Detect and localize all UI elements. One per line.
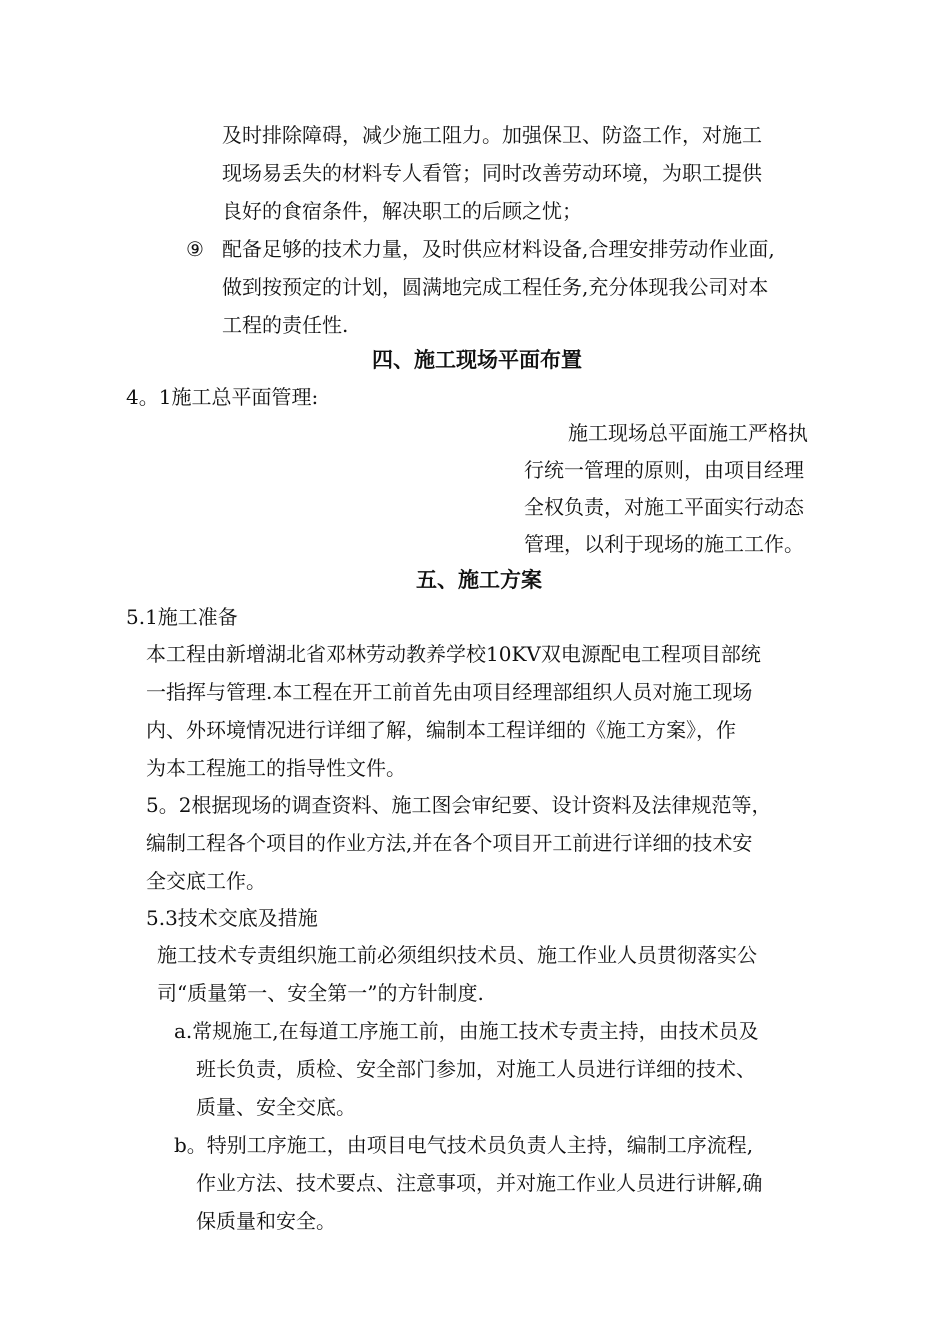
text-line: 全交底工作。 (146, 869, 266, 893)
text-line: 施工技术专责组织施工前必须组织技术员、施工作业人员贯彻落实公 (157, 943, 757, 967)
text-line: 配备足够的技术力量，及时供应材料设备,合理安排劳动作业面, (222, 237, 775, 261)
text-line: 本工程由新增湖北省邓林劳动教养学校10KV双电源配电工程项目部统 (146, 642, 761, 666)
section-heading: 五、施工方案 (416, 568, 542, 592)
text-line: 5。2根据现场的调查资料、施工图会审纪要、设计资料及法律规范等， (146, 793, 772, 817)
text-line: 内、外环境情况进行详细了解，编制本工程详细的《施工方案》，作 (146, 718, 736, 742)
text-line: 保质量和安全。 (196, 1209, 336, 1233)
text-line: 良好的食宿条件，解决职工的后顾之忧； (222, 199, 582, 223)
text-line: 为本工程施工的指导性文件。 (146, 756, 406, 780)
text-line: 施工现场总平面施工严格执 (568, 421, 808, 445)
text-line: 及时排除障碍，减少施工阻力。加强保卫、防盗工作，对施工 (222, 123, 762, 147)
section-heading: 四、施工现场平面布置 (372, 348, 582, 372)
text-line: 质量、安全交底。 (196, 1095, 356, 1119)
text-line: a.常规施工,在每道工序施工前，由施工技术专责主持，由技术员及 (174, 1019, 759, 1043)
text-line: 行统一管理的原则，由项目经理 (524, 458, 804, 482)
text-line: 司“质量第一、安全第一”的方针制度. (157, 981, 484, 1005)
text-line: 全权负责，对施工平面实行动态 (524, 495, 804, 519)
text-line: b。特别工序施工，由项目电气技术员负责人主持，编制工序流程, (174, 1133, 754, 1157)
text-line: 一指挥与管理.本工程在开工前首先由项目经理部组织人员对施工现场 (146, 680, 753, 704)
subsection-heading: 5.3技术交底及措施 (146, 906, 318, 930)
text-line: 现场易丢失的材料专人看管；同时改善劳动环境，为职工提供 (222, 161, 762, 185)
text-line: 做到按预定的计划，圆满地完成工程任务,充分体现我公司对本 (222, 275, 769, 299)
text-line: 作业方法、技术要点、注意事项，并对施工作业人员进行讲解,确 (196, 1171, 763, 1195)
text-line: 工程的责任性. (222, 313, 349, 337)
subsection-heading: 5.1施工准备 (126, 605, 238, 629)
text-line: 班长负责，质检、安全部门参加，对施工人员进行详细的技术、 (196, 1057, 756, 1081)
subsection-heading: 4。1施工总平面管理: (126, 385, 319, 409)
text-line: 管理，以利于现场的施工工作。 (524, 532, 804, 556)
list-marker: ⑨ (186, 237, 204, 261)
text-line: 编制工程各个项目的作业方法,并在各个项目开工前进行详细的技术安 (146, 831, 753, 855)
